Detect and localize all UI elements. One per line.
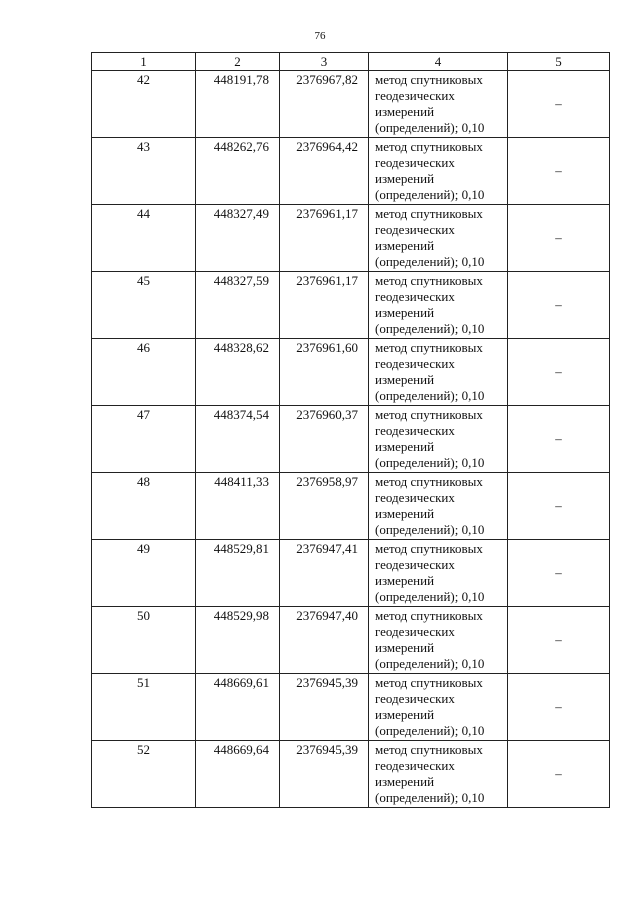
note-dash: – (555, 364, 562, 379)
note-cell (508, 473, 610, 540)
method-cell (369, 674, 508, 741)
coordinates-table (91, 52, 610, 808)
y-coordinate: 2376961,17 (296, 273, 358, 288)
point-number: 52 (137, 742, 150, 757)
point-number-cell (92, 339, 196, 406)
note-dash: – (555, 230, 562, 245)
point-number-cell (92, 205, 196, 272)
y-coordinate-cell (280, 741, 369, 808)
y-coordinate-cell (280, 406, 369, 473)
method-cell (369, 138, 508, 205)
table-row (92, 205, 610, 272)
point-number-cell (92, 272, 196, 339)
y-coordinate-cell (280, 205, 369, 272)
note-cell (508, 741, 610, 808)
table-row (92, 607, 610, 674)
method-cell (369, 272, 508, 339)
column-header-5: 5 (508, 53, 610, 71)
note-dash: – (555, 498, 562, 513)
x-coordinate-cell (196, 339, 280, 406)
note-dash: – (555, 431, 562, 446)
note-cell (508, 138, 610, 205)
y-coordinate-cell (280, 71, 369, 138)
x-coordinate-cell (196, 138, 280, 205)
point-number: 42 (137, 72, 150, 87)
column-header-4: 4 (369, 53, 508, 71)
point-number-cell (92, 473, 196, 540)
y-coordinate: 2376945,39 (296, 675, 358, 690)
y-coordinate: 2376961,17 (296, 206, 358, 221)
x-coordinate: 448374,54 (213, 407, 269, 422)
point-number: 51 (137, 675, 150, 690)
point-number: 46 (137, 340, 150, 355)
point-number-cell (92, 138, 196, 205)
method-text: метод спутниковых геодезических измерений (определений); 0,10 (375, 675, 485, 738)
table-row (92, 71, 610, 138)
y-coordinate: 2376961,60 (296, 340, 358, 355)
column-header-3: 3 (280, 53, 369, 71)
method-text: метод спутниковых геодезических измерений (определений); 0,10 (375, 407, 485, 470)
method-cell (369, 205, 508, 272)
y-coordinate-cell (280, 473, 369, 540)
note-cell (508, 406, 610, 473)
method-cell (369, 339, 508, 406)
point-number: 48 (137, 474, 150, 489)
x-coordinate: 448529,98 (213, 608, 269, 623)
note-cell (508, 674, 610, 741)
note-dash: – (555, 699, 562, 714)
y-coordinate-cell (280, 138, 369, 205)
note-cell (508, 339, 610, 406)
y-coordinate: 2376945,39 (296, 742, 358, 757)
table-row (92, 406, 610, 473)
x-coordinate-cell (196, 607, 280, 674)
method-cell (369, 741, 508, 808)
table-row (92, 674, 610, 741)
method-text: метод спутниковых геодезических измерений (определений); 0,10 (375, 541, 485, 604)
method-text: метод спутниковых геодезических измерений (определений); 0,10 (375, 340, 485, 403)
table-row (92, 272, 610, 339)
y-coordinate: 2376947,41 (296, 541, 358, 556)
method-cell (369, 473, 508, 540)
y-coordinate: 2376958,97 (296, 474, 358, 489)
note-cell (508, 205, 610, 272)
y-coordinate-cell (280, 674, 369, 741)
y-coordinate-cell (280, 272, 369, 339)
method-text: метод спутниковых геодезических измерений (определений); 0,10 (375, 273, 485, 336)
x-coordinate-cell (196, 473, 280, 540)
x-coordinate-cell (196, 272, 280, 339)
point-number: 45 (137, 273, 150, 288)
method-text: метод спутниковых геодезических измерений (определений); 0,10 (375, 72, 485, 135)
method-cell (369, 71, 508, 138)
x-coordinate-cell (196, 741, 280, 808)
coordinates-table-body (92, 53, 610, 808)
x-coordinate: 448327,49 (213, 206, 269, 221)
x-coordinate: 448262,76 (213, 139, 269, 154)
table-row (92, 339, 610, 406)
x-coordinate: 448411,33 (214, 474, 269, 489)
method-cell (369, 540, 508, 607)
table-row (92, 741, 610, 808)
x-coordinate: 448327,59 (213, 273, 269, 288)
method-text: метод спутниковых геодезических измерений (определений); 0,10 (375, 139, 485, 202)
x-coordinate-cell (196, 71, 280, 138)
method-text: метод спутниковых геодезических измерений (определений); 0,10 (375, 206, 485, 269)
table-row (92, 540, 610, 607)
note-cell (508, 540, 610, 607)
method-text: метод спутниковых геодезических измерений (определений); 0,10 (375, 608, 485, 671)
point-number: 50 (137, 608, 150, 623)
note-dash: – (555, 565, 562, 580)
x-coordinate: 448328,62 (213, 340, 269, 355)
note-dash: – (555, 163, 562, 178)
y-coordinate: 2376947,40 (296, 608, 358, 623)
x-coordinate: 448669,64 (213, 742, 269, 757)
y-coordinate-cell (280, 339, 369, 406)
note-dash: – (555, 96, 562, 111)
point-number: 43 (137, 139, 150, 154)
column-header-1: 1 (92, 53, 196, 71)
y-coordinate-cell (280, 540, 369, 607)
column-header-2: 2 (196, 53, 280, 71)
method-text: метод спутниковых геодезических измерений (определений); 0,10 (375, 742, 485, 805)
y-coordinate: 2376967,82 (296, 72, 358, 87)
x-coordinate: 448191,78 (213, 72, 269, 87)
point-number: 44 (137, 206, 150, 221)
method-cell (369, 406, 508, 473)
point-number: 47 (137, 407, 150, 422)
note-dash: – (555, 297, 562, 312)
x-coordinate: 448669,61 (213, 675, 269, 690)
point-number-cell (92, 406, 196, 473)
point-number-cell (92, 540, 196, 607)
y-coordinate: 2376964,42 (296, 139, 358, 154)
point-number-cell (92, 741, 196, 808)
note-cell (508, 71, 610, 138)
method-cell (369, 607, 508, 674)
point-number-cell (92, 607, 196, 674)
note-dash: – (555, 766, 562, 781)
note-dash: – (555, 632, 562, 647)
point-number: 49 (137, 541, 150, 556)
point-number-cell (92, 71, 196, 138)
x-coordinate-cell (196, 674, 280, 741)
x-coordinate-cell (196, 540, 280, 607)
table-row (92, 473, 610, 540)
table-row (92, 138, 610, 205)
note-cell (508, 272, 610, 339)
method-text: метод спутниковых геодезических измерений (определений); 0,10 (375, 474, 485, 537)
point-number-cell (92, 674, 196, 741)
y-coordinate-cell (280, 607, 369, 674)
header-row (92, 53, 610, 71)
page-number: 76 (314, 30, 326, 42)
note-cell (508, 607, 610, 674)
x-coordinate: 448529,81 (213, 541, 269, 556)
x-coordinate-cell (196, 406, 280, 473)
y-coordinate: 2376960,37 (296, 407, 358, 422)
x-coordinate-cell (196, 205, 280, 272)
